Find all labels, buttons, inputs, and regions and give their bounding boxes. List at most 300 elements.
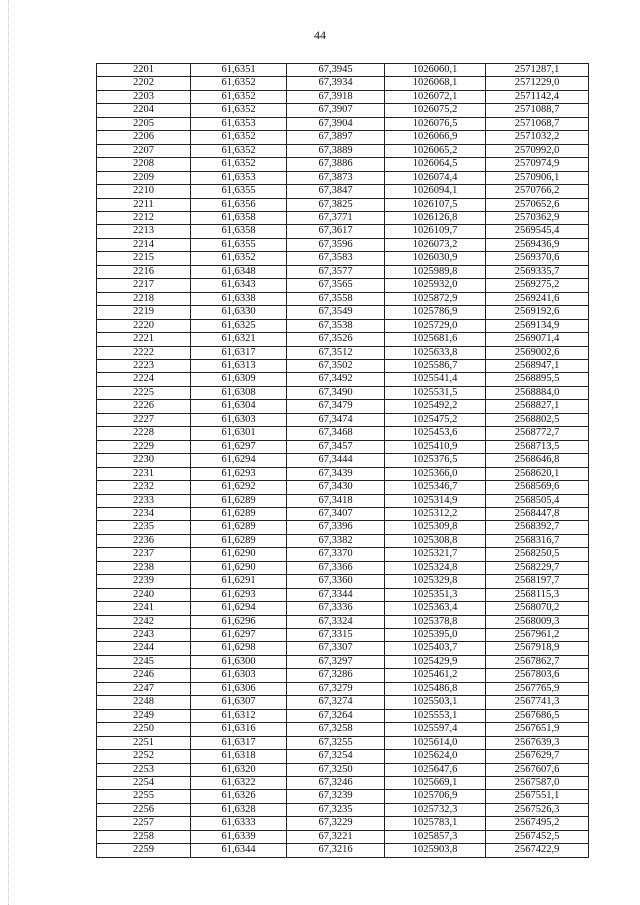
point-number-cell: 2234 [97,507,191,520]
table-row [97,306,589,319]
table-row [97,265,589,278]
x-coordinate-cell: 1025541,4 [385,373,486,386]
latitude-cell: 61,6306 [191,682,287,695]
point-number-cell: 2206 [97,131,191,144]
longitude-cell: 67,3239 [287,790,385,803]
table-row [97,817,589,830]
table-row [97,238,589,251]
latitude-cell: 61,6358 [191,211,287,224]
point-number-cell: 2202 [97,77,191,90]
point-number-cell: 2242 [97,615,191,628]
y-coordinate-cell: 2567918,9 [486,642,589,655]
x-coordinate-cell: 1025647,6 [385,763,486,776]
table-row [97,333,589,346]
longitude-cell: 67,3479 [287,400,385,413]
table-row [97,642,589,655]
x-coordinate-cell: 1025903,8 [385,844,486,857]
point-number-cell: 2239 [97,575,191,588]
y-coordinate-cell: 2570362,9 [486,211,589,224]
latitude-cell: 61,6326 [191,790,287,803]
x-coordinate-cell: 1025732,3 [385,803,486,816]
point-number-cell: 2223 [97,359,191,372]
longitude-cell: 67,3255 [287,736,385,749]
x-coordinate-cell: 1025429,9 [385,655,486,668]
y-coordinate-cell: 2568115,3 [486,588,589,601]
y-coordinate-cell: 2570992,0 [486,144,589,157]
point-number-cell: 2251 [97,736,191,749]
latitude-cell: 61,6297 [191,440,287,453]
x-coordinate-cell: 1025669,1 [385,777,486,790]
x-coordinate-cell: 1026074,4 [385,171,486,184]
x-coordinate-cell: 1025346,7 [385,481,486,494]
x-coordinate-cell: 1025363,4 [385,602,486,615]
table-row [97,669,589,682]
x-coordinate-cell: 1026064,5 [385,158,486,171]
latitude-cell: 61,6328 [191,803,287,816]
latitude-cell: 61,6289 [191,494,287,507]
point-number-cell: 2217 [97,279,191,292]
x-coordinate-cell: 1025453,6 [385,427,486,440]
table-row [97,386,589,399]
longitude-cell: 67,3538 [287,319,385,332]
y-coordinate-cell: 2569241,6 [486,292,589,305]
x-coordinate-cell: 1025614,0 [385,736,486,749]
point-number-cell: 2218 [97,292,191,305]
y-coordinate-cell: 2568569,6 [486,481,589,494]
table-row [97,90,589,103]
point-number-cell: 2213 [97,225,191,238]
latitude-cell: 61,6317 [191,736,287,749]
x-coordinate-cell: 1025486,8 [385,682,486,695]
latitude-cell: 61,6322 [191,777,287,790]
x-coordinate-cell: 1026075,2 [385,104,486,117]
longitude-cell: 67,3577 [287,265,385,278]
point-number-cell: 2241 [97,602,191,615]
longitude-cell: 67,3279 [287,682,385,695]
y-coordinate-cell: 2570974,9 [486,158,589,171]
point-number-cell: 2207 [97,144,191,157]
x-coordinate-cell: 1025729,0 [385,319,486,332]
point-number-cell: 2222 [97,346,191,359]
latitude-cell: 61,6355 [191,185,287,198]
longitude-cell: 67,3254 [287,750,385,763]
x-coordinate-cell: 1025475,2 [385,413,486,426]
x-coordinate-cell: 1026066,9 [385,131,486,144]
longitude-cell: 67,3286 [287,669,385,682]
latitude-cell: 61,6317 [191,346,287,359]
table-row [97,359,589,372]
longitude-cell: 67,3418 [287,494,385,507]
point-number-cell: 2249 [97,709,191,722]
y-coordinate-cell: 2568447,8 [486,507,589,520]
x-coordinate-cell: 1025681,6 [385,333,486,346]
table-row [97,467,589,480]
latitude-cell: 61,6343 [191,279,287,292]
table-row [97,427,589,440]
table-row [97,534,589,547]
point-number-cell: 2208 [97,158,191,171]
x-coordinate-cell: 1026107,5 [385,198,486,211]
y-coordinate-cell: 2568392,7 [486,521,589,534]
x-coordinate-cell: 1025461,2 [385,669,486,682]
latitude-cell: 61,6352 [191,252,287,265]
y-coordinate-cell: 2567495,2 [486,817,589,830]
latitude-cell: 61,6344 [191,844,287,857]
y-coordinate-cell: 2569370,6 [486,252,589,265]
point-number-cell: 2211 [97,198,191,211]
point-number-cell: 2240 [97,588,191,601]
latitude-cell: 61,6352 [191,90,287,103]
y-coordinate-cell: 2570652,6 [486,198,589,211]
y-coordinate-cell: 2568316,7 [486,534,589,547]
latitude-cell: 61,6356 [191,198,287,211]
longitude-cell: 67,3297 [287,655,385,668]
x-coordinate-cell: 1025783,1 [385,817,486,830]
latitude-cell: 61,6294 [191,454,287,467]
point-number-cell: 2243 [97,629,191,642]
latitude-cell: 61,6291 [191,575,287,588]
y-coordinate-cell: 2567629,7 [486,750,589,763]
point-number-cell: 2221 [97,333,191,346]
table-row [97,494,589,507]
latitude-cell: 61,6321 [191,333,287,346]
longitude-cell: 67,3457 [287,440,385,453]
x-coordinate-cell: 1026094,1 [385,185,486,198]
y-coordinate-cell: 2567686,5 [486,709,589,722]
point-number-cell: 2216 [97,265,191,278]
x-coordinate-cell: 1026068,1 [385,77,486,90]
table-row [97,844,589,857]
y-coordinate-cell: 2567639,3 [486,736,589,749]
y-coordinate-cell: 2569545,4 [486,225,589,238]
longitude-cell: 67,3370 [287,548,385,561]
point-number-cell: 2231 [97,467,191,480]
y-coordinate-cell: 2571229,0 [486,77,589,90]
longitude-cell: 67,3549 [287,306,385,319]
y-coordinate-cell: 2568947,1 [486,359,589,372]
point-number-cell: 2215 [97,252,191,265]
table-row [97,171,589,184]
y-coordinate-cell: 2569192,6 [486,306,589,319]
table-row [97,481,589,494]
point-number-cell: 2254 [97,777,191,790]
y-coordinate-cell: 2569275,2 [486,279,589,292]
point-number-cell: 2256 [97,803,191,816]
table-row [97,615,589,628]
x-coordinate-cell: 1025872,9 [385,292,486,305]
x-coordinate-cell: 1025324,8 [385,561,486,574]
y-coordinate-cell: 2567452,5 [486,830,589,843]
x-coordinate-cell: 1025503,1 [385,696,486,709]
table-row [97,440,589,453]
latitude-cell: 61,6293 [191,467,287,480]
latitude-cell: 61,6303 [191,669,287,682]
x-coordinate-cell: 1025492,2 [385,400,486,413]
x-coordinate-cell: 1026109,7 [385,225,486,238]
latitude-cell: 61,6316 [191,723,287,736]
longitude-cell: 67,3396 [287,521,385,534]
x-coordinate-cell: 1025706,9 [385,790,486,803]
y-coordinate-cell: 2568229,7 [486,561,589,574]
latitude-cell: 61,6300 [191,655,287,668]
y-coordinate-cell: 2567651,9 [486,723,589,736]
point-number-cell: 2236 [97,534,191,547]
table-row [97,830,589,843]
point-number-cell: 2232 [97,481,191,494]
x-coordinate-cell: 1026073,2 [385,238,486,251]
latitude-cell: 61,6292 [191,481,287,494]
point-number-cell: 2238 [97,561,191,574]
x-coordinate-cell: 1026030,9 [385,252,486,265]
longitude-cell: 67,3444 [287,454,385,467]
x-coordinate-cell: 1025312,2 [385,507,486,520]
coordinates-table [96,63,589,858]
longitude-cell: 67,3558 [287,292,385,305]
y-coordinate-cell: 2571068,7 [486,117,589,130]
y-coordinate-cell: 2568772,7 [486,427,589,440]
y-coordinate-cell: 2568802,5 [486,413,589,426]
latitude-cell: 61,6293 [191,588,287,601]
x-coordinate-cell: 1026076,5 [385,117,486,130]
latitude-cell: 61,6352 [191,77,287,90]
y-coordinate-cell: 2568197,7 [486,575,589,588]
table-row [97,346,589,359]
y-coordinate-cell: 2568884,0 [486,386,589,399]
y-coordinate-cell: 2567607,6 [486,763,589,776]
longitude-cell: 67,3474 [287,413,385,426]
table-row [97,225,589,238]
y-coordinate-cell: 2567961,2 [486,629,589,642]
longitude-cell: 67,3344 [287,588,385,601]
point-number-cell: 2247 [97,682,191,695]
x-coordinate-cell: 1025531,5 [385,386,486,399]
y-coordinate-cell: 2569002,6 [486,346,589,359]
table-row [97,185,589,198]
table-row [97,682,589,695]
latitude-cell: 61,6312 [191,709,287,722]
table-row [97,319,589,332]
x-coordinate-cell: 1025932,0 [385,279,486,292]
table-row [97,507,589,520]
latitude-cell: 61,6298 [191,642,287,655]
y-coordinate-cell: 2569071,4 [486,333,589,346]
longitude-cell: 67,3945 [287,64,385,77]
table-row [97,413,589,426]
table-row [97,723,589,736]
longitude-cell: 67,3336 [287,602,385,615]
point-number-cell: 2248 [97,696,191,709]
latitude-cell: 61,6297 [191,629,287,642]
y-coordinate-cell: 2567526,3 [486,803,589,816]
latitude-cell: 61,6353 [191,171,287,184]
latitude-cell: 61,6352 [191,158,287,171]
point-number-cell: 2258 [97,830,191,843]
x-coordinate-cell: 1025378,8 [385,615,486,628]
table-row [97,211,589,224]
point-number-cell: 2228 [97,427,191,440]
latitude-cell: 61,6290 [191,561,287,574]
x-coordinate-cell: 1025786,9 [385,306,486,319]
x-coordinate-cell: 1025410,9 [385,440,486,453]
latitude-cell: 61,6309 [191,373,287,386]
y-coordinate-cell: 2567741,3 [486,696,589,709]
longitude-cell: 67,3596 [287,238,385,251]
table-row [97,709,589,722]
longitude-cell: 67,3512 [287,346,385,359]
x-coordinate-cell: 1025308,8 [385,534,486,547]
latitude-cell: 61,6304 [191,400,287,413]
point-number-cell: 2214 [97,238,191,251]
table-row [97,104,589,117]
longitude-cell: 67,3490 [287,386,385,399]
longitude-cell: 67,3274 [287,696,385,709]
longitude-cell: 67,3583 [287,252,385,265]
y-coordinate-cell: 2569436,9 [486,238,589,251]
point-number-cell: 2226 [97,400,191,413]
latitude-cell: 61,6339 [191,830,287,843]
x-coordinate-cell: 1025366,0 [385,467,486,480]
table-row [97,777,589,790]
point-number-cell: 2246 [97,669,191,682]
longitude-cell: 67,3221 [287,830,385,843]
table-row [97,763,589,776]
longitude-cell: 67,3307 [287,642,385,655]
longitude-cell: 67,3246 [287,777,385,790]
x-coordinate-cell: 1025314,9 [385,494,486,507]
point-number-cell: 2237 [97,548,191,561]
table-row [97,454,589,467]
longitude-cell: 67,3825 [287,198,385,211]
y-coordinate-cell: 2567551,1 [486,790,589,803]
table-row [97,790,589,803]
point-number-cell: 2244 [97,642,191,655]
table-row [97,279,589,292]
y-coordinate-cell: 2570906,1 [486,171,589,184]
longitude-cell: 67,3889 [287,144,385,157]
table-row [97,198,589,211]
latitude-cell: 61,6290 [191,548,287,561]
latitude-cell: 61,6308 [191,386,287,399]
longitude-cell: 67,3897 [287,131,385,144]
point-number-cell: 2252 [97,750,191,763]
table-row [97,696,589,709]
x-coordinate-cell: 1025329,8 [385,575,486,588]
latitude-cell: 61,6301 [191,427,287,440]
y-coordinate-cell: 2567587,0 [486,777,589,790]
latitude-cell: 61,6333 [191,817,287,830]
y-coordinate-cell: 2571032,2 [486,131,589,144]
x-coordinate-cell: 1025989,8 [385,265,486,278]
x-coordinate-cell: 1025403,7 [385,642,486,655]
y-coordinate-cell: 2571287,1 [486,64,589,77]
longitude-cell: 67,3617 [287,225,385,238]
latitude-cell: 61,6289 [191,521,287,534]
table-row [97,77,589,90]
latitude-cell: 61,6289 [191,507,287,520]
y-coordinate-cell: 2568250,5 [486,548,589,561]
longitude-cell: 67,3771 [287,211,385,224]
x-coordinate-cell: 1026065,2 [385,144,486,157]
latitude-cell: 61,6355 [191,238,287,251]
y-coordinate-cell: 2567765,9 [486,682,589,695]
table-row [97,131,589,144]
latitude-cell: 61,6313 [191,359,287,372]
point-number-cell: 2235 [97,521,191,534]
latitude-cell: 61,6294 [191,602,287,615]
y-coordinate-cell: 2567862,7 [486,655,589,668]
longitude-cell: 67,3526 [287,333,385,346]
longitude-cell: 67,3565 [287,279,385,292]
longitude-cell: 67,3873 [287,171,385,184]
point-number-cell: 2229 [97,440,191,453]
longitude-cell: 67,3934 [287,77,385,90]
point-number-cell: 2224 [97,373,191,386]
latitude-cell: 61,6352 [191,144,287,157]
point-number-cell: 2225 [97,386,191,399]
longitude-cell: 67,3315 [287,629,385,642]
table-row [97,655,589,668]
x-coordinate-cell: 1026060,1 [385,64,486,77]
point-number-cell: 2255 [97,790,191,803]
x-coordinate-cell: 1026126,8 [385,211,486,224]
longitude-cell: 67,3229 [287,817,385,830]
point-number-cell: 2201 [97,64,191,77]
y-coordinate-cell: 2571142,4 [486,90,589,103]
latitude-cell: 61,6325 [191,319,287,332]
y-coordinate-cell: 2567422,9 [486,844,589,857]
table-body [97,64,589,858]
table-row [97,561,589,574]
y-coordinate-cell: 2568827,1 [486,400,589,413]
x-coordinate-cell: 1025351,3 [385,588,486,601]
latitude-cell: 61,6348 [191,265,287,278]
point-number-cell: 2250 [97,723,191,736]
longitude-cell: 67,3430 [287,481,385,494]
latitude-cell: 61,6338 [191,292,287,305]
longitude-cell: 67,3886 [287,158,385,171]
longitude-cell: 67,3360 [287,575,385,588]
table-row [97,548,589,561]
longitude-cell: 67,3382 [287,534,385,547]
point-number-cell: 2227 [97,413,191,426]
y-coordinate-cell: 2568505,4 [486,494,589,507]
x-coordinate-cell: 1025309,8 [385,521,486,534]
table-row [97,521,589,534]
table-row [97,252,589,265]
latitude-cell: 61,6358 [191,225,287,238]
x-coordinate-cell: 1026072,1 [385,90,486,103]
point-number-cell: 2209 [97,171,191,184]
y-coordinate-cell: 2569335,7 [486,265,589,278]
y-coordinate-cell: 2568713,5 [486,440,589,453]
x-coordinate-cell: 1025633,8 [385,346,486,359]
latitude-cell: 61,6352 [191,131,287,144]
y-coordinate-cell: 2568009,3 [486,615,589,628]
latitude-cell: 61,6307 [191,696,287,709]
point-number-cell: 2233 [97,494,191,507]
y-coordinate-cell: 2568895,5 [486,373,589,386]
x-coordinate-cell: 1025586,7 [385,359,486,372]
latitude-cell: 61,6303 [191,413,287,426]
x-coordinate-cell: 1025321,7 [385,548,486,561]
table-row [97,292,589,305]
y-coordinate-cell: 2570766,2 [486,185,589,198]
longitude-cell: 67,3324 [287,615,385,628]
table-row [97,588,589,601]
table-row [97,736,589,749]
table-row [97,803,589,816]
point-number-cell: 2203 [97,90,191,103]
